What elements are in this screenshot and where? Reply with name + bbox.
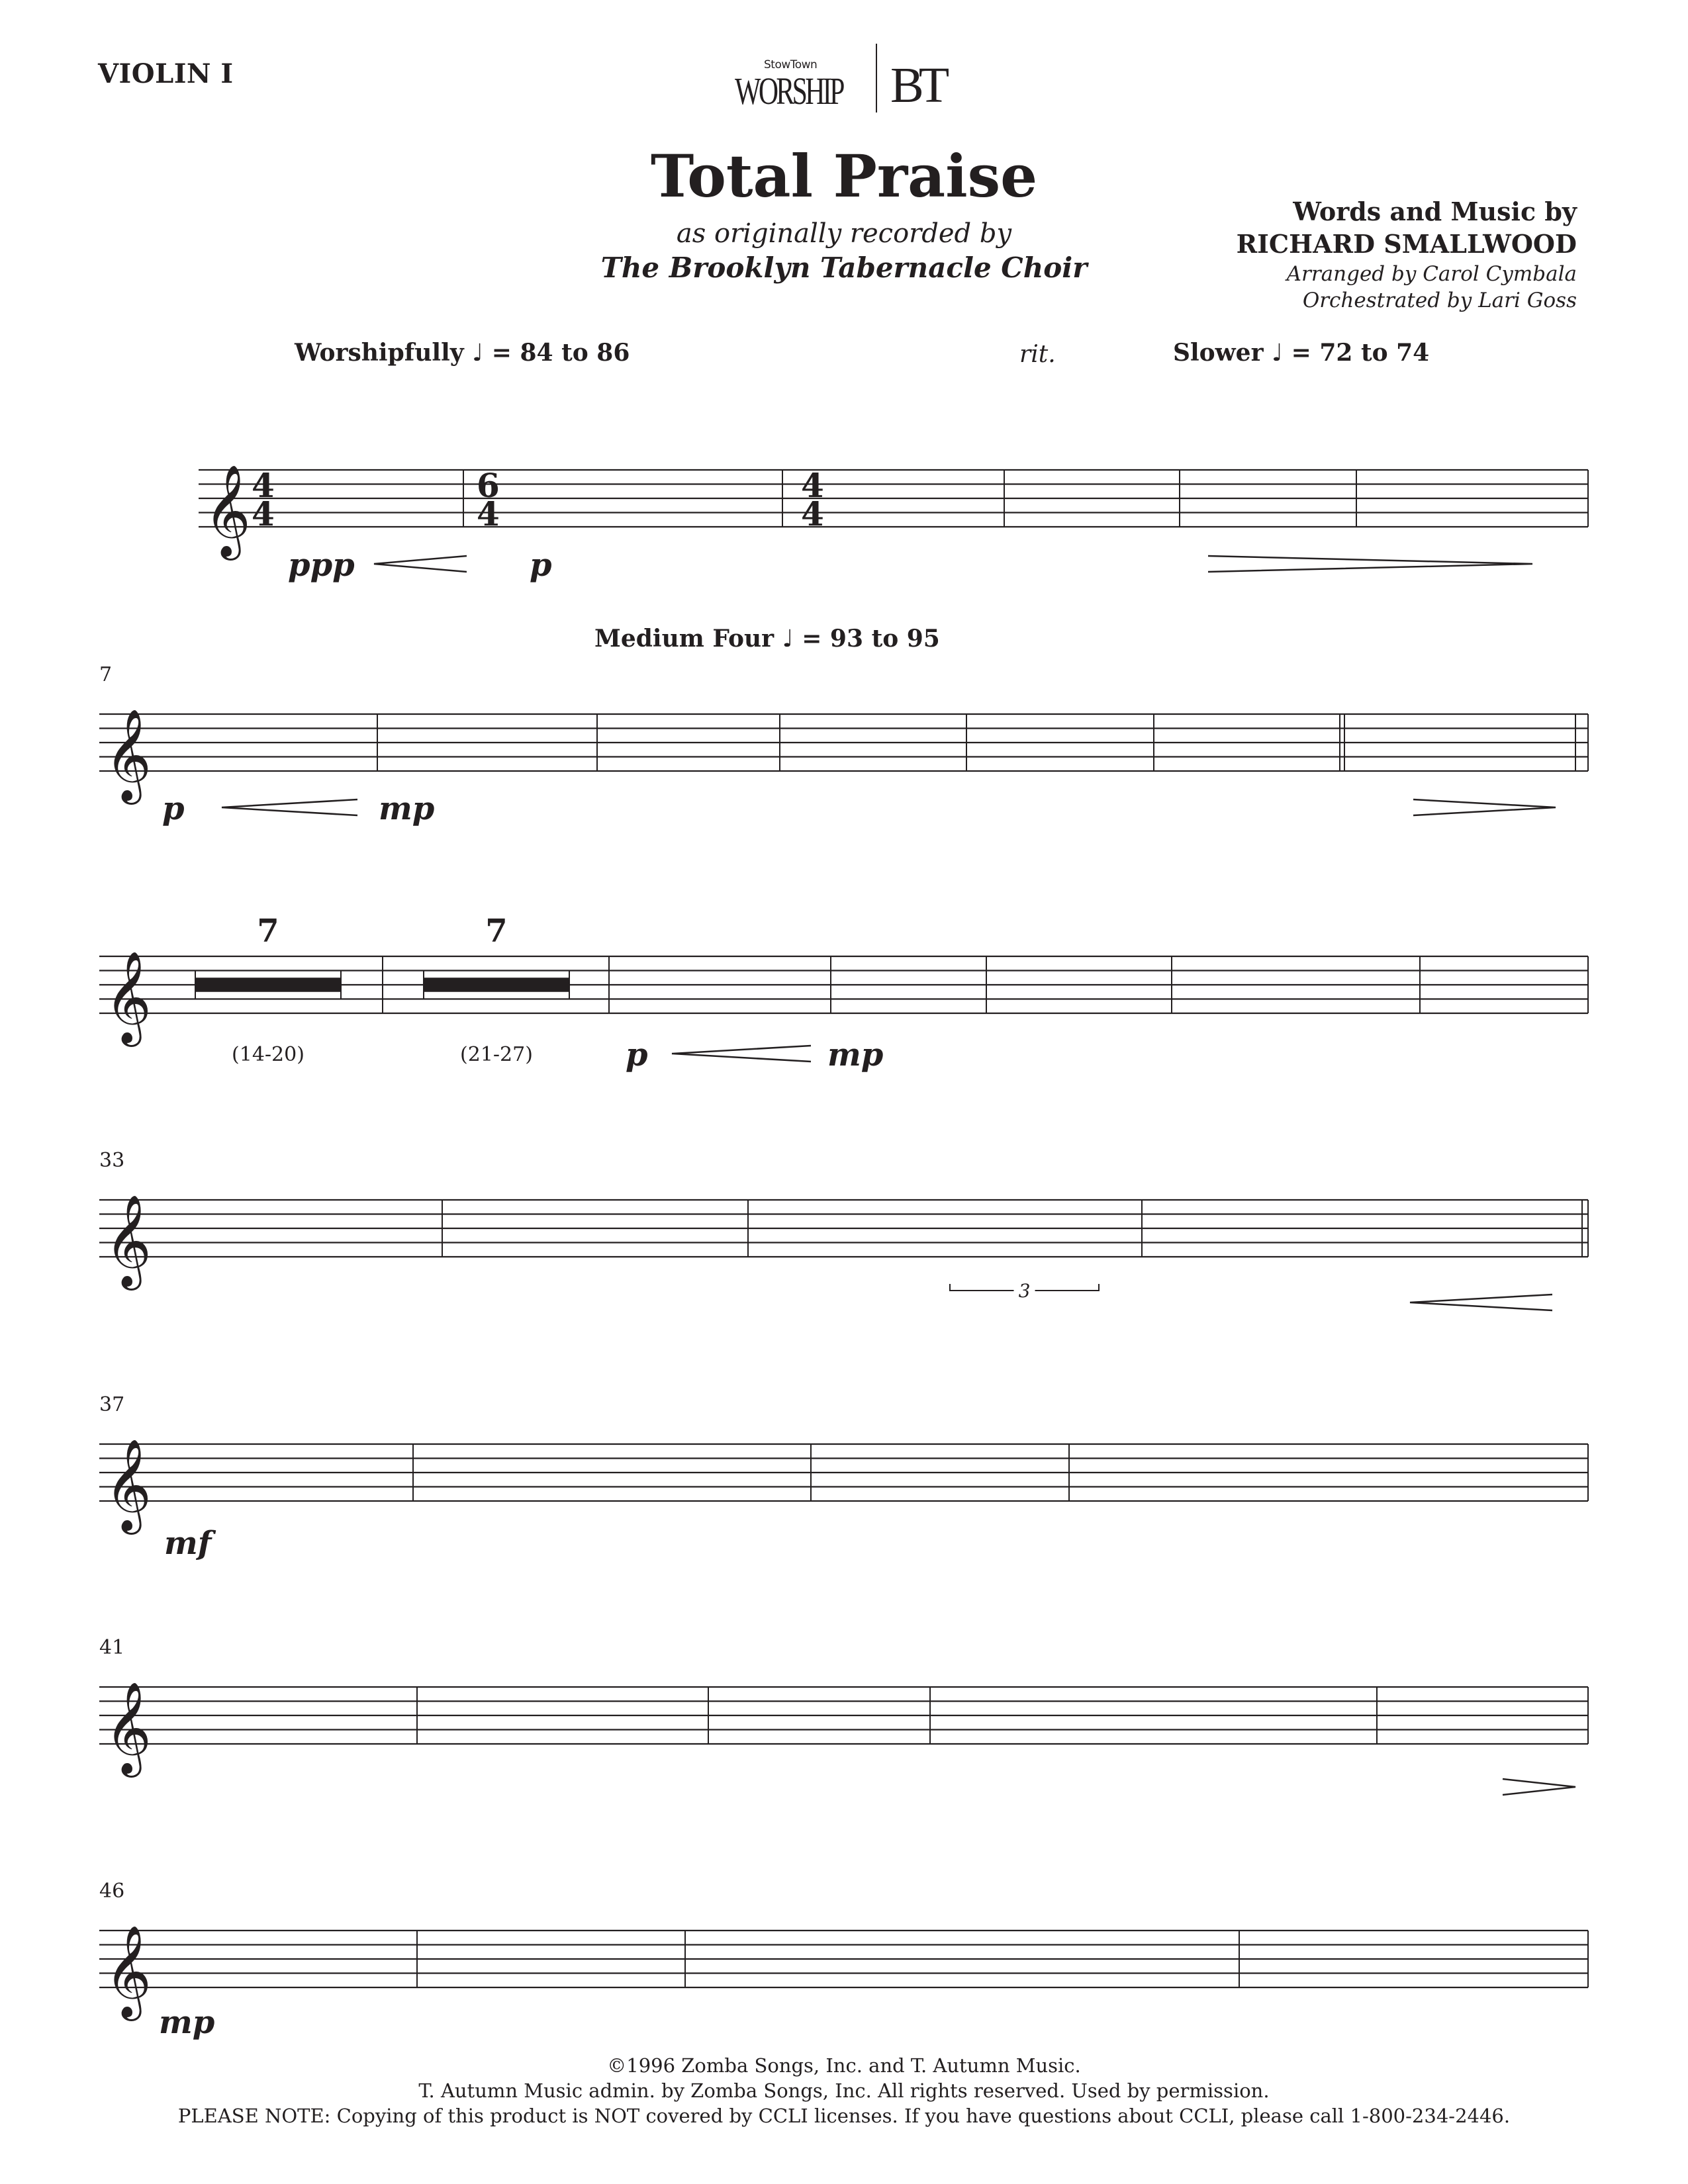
dynamic-mf: mf [164, 1525, 212, 1562]
logo-stowtown-text: StowTown [764, 58, 818, 71]
credits-composer: RICHARD SMALLWOOD [1236, 229, 1577, 259]
multimeasure-rest [195, 978, 341, 992]
time-signature-top: 4 [252, 466, 275, 505]
measure-number: 7 [99, 663, 113, 686]
quarter-note-icon: ♩ [472, 339, 484, 367]
metronome-value: = 93 to 95 [802, 625, 940, 653]
treble-clef-icon: 𝄞 [105, 709, 152, 801]
logo-worship-text: WORSHIP [735, 69, 843, 113]
measure-number: 33 [99, 1149, 125, 1172]
logo-bt-text: BT [890, 58, 945, 113]
time-signature-bottom: 4 [801, 494, 824, 533]
time-signature-top: 4 [801, 466, 824, 505]
measure-number: 41 [99, 1636, 125, 1659]
tempo-text: Slower [1173, 339, 1264, 367]
dynamic-ppp: ppp [288, 547, 355, 584]
treble-clef-icon: 𝄞 [105, 1925, 152, 2017]
crescendo-hairpin [1410, 1295, 1552, 1310]
quarter-note-icon: ♩ [782, 625, 794, 653]
dynamic-mp: mp [159, 2004, 215, 2041]
multirest-count: 7 [485, 913, 508, 950]
dynamic-p: p [626, 1036, 648, 1073]
tempo-text: Worshipfully [295, 339, 464, 367]
credits-orchestrator: Orchestrated by Lari Goss [1302, 289, 1577, 312]
time-signature-top: 6 [477, 466, 500, 505]
multirest-range: (21-27) [460, 1043, 533, 1066]
recording-artist: The Brooklyn Tabernacle Choir [600, 251, 1088, 284]
treble-clef-icon: 𝄞 [204, 465, 251, 557]
crescendo-hairpin [374, 556, 467, 572]
treble-clef-icon: 𝄞 [105, 1195, 152, 1287]
multirest-count: 7 [257, 913, 279, 950]
quarter-note-icon: ♩ [1272, 339, 1284, 367]
multimeasure-rest [424, 978, 569, 992]
treble-clef-icon: 𝄞 [105, 1439, 152, 1531]
metronome-value: = 72 to 74 [1291, 339, 1430, 367]
measure-number: 46 [99, 1880, 125, 1903]
tuplet-number: 3 [1018, 1280, 1031, 1302]
admin-rights-line: T. Autumn Music admin. by Zomba Songs, Inc. All rights reserved. Used by permission. [418, 2079, 1270, 2102]
dynamic-p: p [530, 547, 552, 584]
credits-arranger: Arranged by Carol Cymbala [1286, 262, 1577, 286]
credits-words-music-label: Words and Music by [1293, 197, 1577, 226]
treble-clef-icon: 𝄞 [105, 1682, 152, 1774]
diminuendo-hairpin [1208, 556, 1532, 572]
recorded-by-label: as originally recorded by [676, 218, 1012, 249]
time-signature-bottom: 4 [252, 494, 275, 533]
crescendo-hairpin [222, 799, 357, 815]
tempo-text: Medium Four [594, 625, 774, 653]
dynamic-mp: mp [827, 1036, 884, 1073]
dynamic-p: p [162, 790, 185, 827]
crescendo-hairpin [672, 1046, 811, 1062]
song-title: Total Praise [650, 142, 1038, 210]
part-name: VIOLIN I [98, 58, 234, 89]
ritardando-mark: rit. [1019, 341, 1056, 368]
copyright-line: ©1996 Zomba Songs, Inc. and T. Autumn Music. [607, 2054, 1081, 2077]
dynamic-mp: mp [379, 790, 435, 827]
multirest-range: (14-20) [232, 1043, 305, 1066]
diminuendo-hairpin [1503, 1779, 1575, 1795]
measure-number: 37 [99, 1393, 125, 1416]
time-signature-bottom: 4 [477, 494, 500, 533]
diminuendo-hairpin [1413, 799, 1556, 815]
metronome-value: = 84 to 86 [491, 339, 630, 367]
treble-clef-icon: 𝄞 [105, 951, 152, 1043]
ccli-notice-line: PLEASE NOTE: Copying of this product is NOT covered by CCLI licenses. If you have questions about CCLI, please call 1-800-234-2446. [177, 2105, 1511, 2127]
